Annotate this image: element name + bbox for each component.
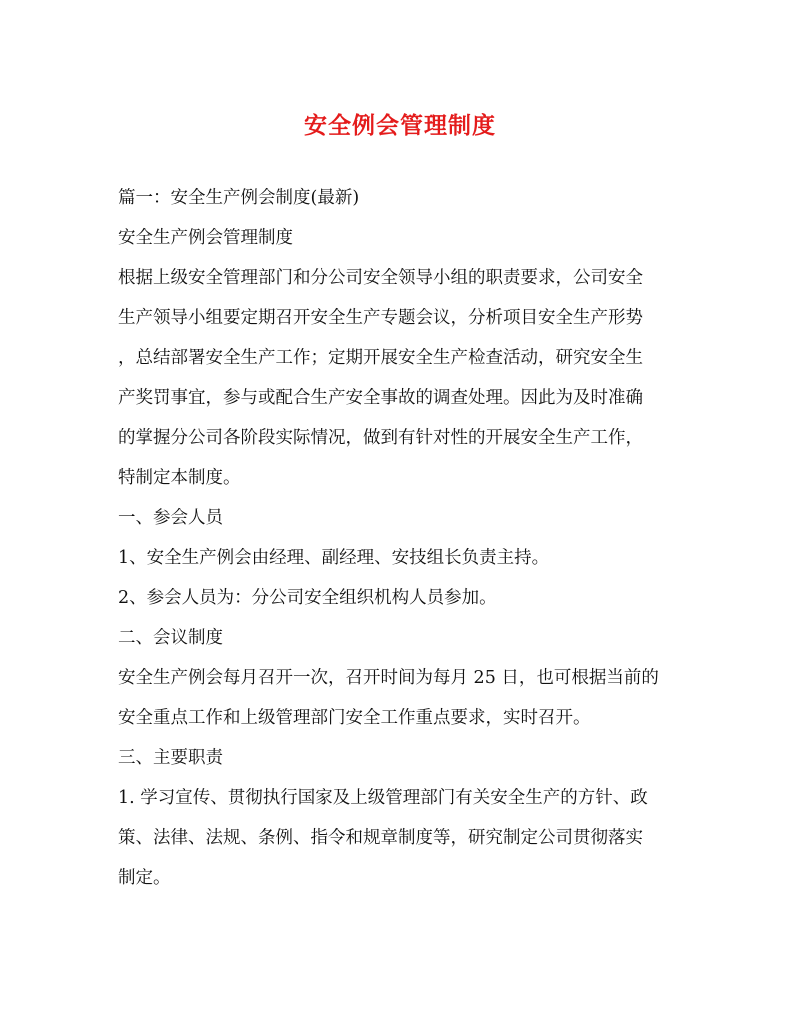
document-line: 2、参会人员为：分公司安全组织机构人员参加。: [118, 588, 497, 608]
document-line: ，总结部署安全生产工作；定期开展安全生产检查活动，研究安全生: [118, 348, 643, 368]
document-line: 1. 学习宣传、贯彻执行国家及上级管理部门有关安全生产的方针、政: [118, 788, 648, 808]
document-line: 策、法律、法规、条例、指令和规章制度等，研究制定公司贯彻落实: [118, 828, 643, 848]
section-heading: 二、会议制度: [118, 628, 223, 648]
document-line: 特制定本制度。: [118, 468, 241, 488]
document-line: 制定。: [118, 868, 171, 888]
document-title: 安全例会管理制度: [304, 112, 496, 139]
document-line: 安全生产例会管理制度: [118, 228, 293, 248]
document-line: 1、安全生产例会由经理、副经理、安技组长负责主持。: [118, 548, 550, 568]
document-body: [118, 178, 678, 898]
section-heading: 一、参会人员: [118, 508, 223, 528]
document-line: 篇一：安全生产例会制度(最新): [118, 188, 360, 208]
document-line: 生产领导小组要定期召开安全生产专题会议，分析项目安全生产形势: [118, 308, 643, 328]
document-line: 安全生产例会每月召开一次，召开时间为每月 25 日，也可根据当前的: [118, 668, 659, 688]
document-line: 根据上级安全管理部门和分公司安全领导小组的职责要求，公司安全: [118, 268, 643, 288]
document-line: 产奖罚事宜，参与或配合生产安全事故的调查处理。因此为及时准确: [118, 388, 643, 408]
document-line: 安全重点工作和上级管理部门安全工作重点要求，实时召开。: [118, 708, 591, 728]
section-heading: 三、主要职责: [118, 748, 223, 768]
document-line: 的掌握分公司各阶段实际情况，做到有针对性的开展安全生产工作，: [118, 428, 643, 448]
